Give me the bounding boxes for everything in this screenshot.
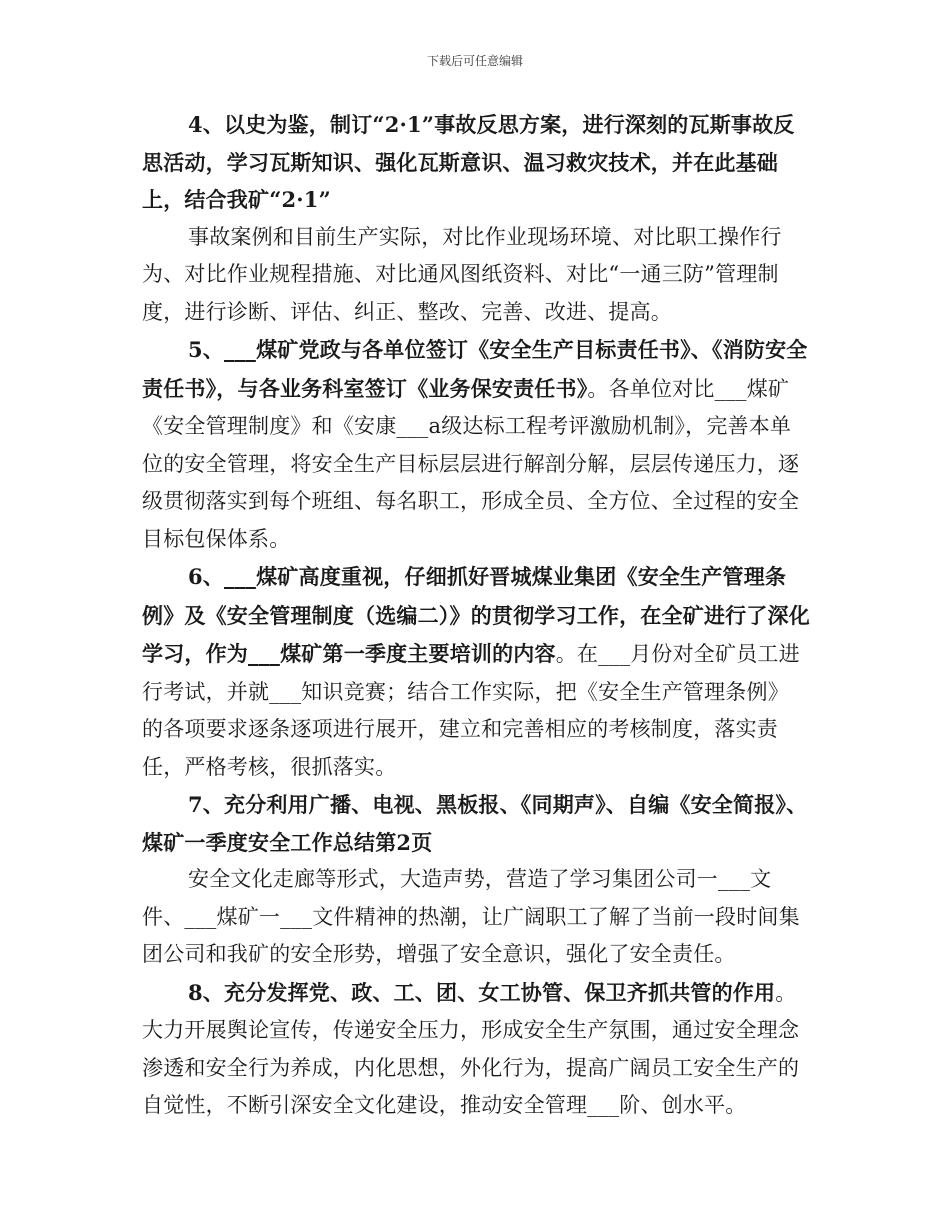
page-header: 下载后可任意编辑 [426, 54, 523, 68]
paragraph-item-7: 7、充分利用广播、电视、黑板报、《同期声》、自编《安全简报》、煤矿一季度安全工作总结第2页 [142, 792, 808, 855]
paragraph-item-4-body: 事故案例和目前生产实际，对比作业现场环境、对比职工操作行为、对比作业规程措施、对比通风图纸资料、对比“一通三防”管理制度，进行诊断、评估、纠正、整改、完善、改进、提高。 [142, 224, 782, 324]
paragraph-item-8 [142, 974, 810, 1125]
paragraph-item-4: 4、以史为鉴，制订“2·1”事故反思方案，进行深刻的瓦斯事故反思活动，学习瓦斯知识、强化瓦斯意识、温习救灾技术，并在此基础上，结合我矿“2·1” [142, 112, 795, 212]
item-8-body: 。大力开展舆论宣传，传递安全压力，形成安全生产氛围，通过安全理念渗透和安全行为养成，内化思想，外化行为，提高广阔员工安全生产的自觉性，不断引深安全文化建设，推动安全管理___阶、创水平。 [142, 980, 800, 1117]
paragraph-item-7-body: 安全文化走廊等形式，大造声势，营造了学习集团公司一___文件、___煤矿一___文件精神的热潮，让广阔职工了解了当前一段时间集团公司和我矿的安全形势，增强了安全意识，强化了安全责任。 [142, 867, 800, 966]
item-8-heading: 8、充分发挥党、政、工、团、女工协管、保卫齐抓共管的作用 [188, 979, 776, 1005]
paragraph-item-6 [142, 558, 810, 786]
item-6-body: 。在___月份对全矿员工进行考试，并就___知识竞赛；结合工作实际，把《安全生产管理条例》的各项要求逐条逐项进行展开，建立和完善相应的考核制度，落实责任，严格考核，很抓落实。 [142, 642, 800, 779]
item-5-heading: 5、___煤矿党政与各单位签订《安全生产目标责任书》、《消防安全责任书》，与各业务科室签订《业务保安责任书》 [142, 337, 808, 401]
item-5-body: 。各单位对比___煤矿《安全管理制度》和《安康___a级达标工程考评激励机制》，完善本单位的安全管理，将安全生产目标层层进行解剖分解，层层传递压力，逐级贯彻落实到每个班组、每名职工，形成全员、全方位、全过程的安全目标包保体系。 [142, 376, 800, 551]
item-6-heading: 6、___煤矿高度重视，仔细抓好晋城煤业集团《安全生产管理条例》及《安全管理制度（选编二）》的贯彻学习工作，在全矿进行了深化学习，作为___煤矿第一季度主要培训的内容 [142, 564, 810, 666]
document-body [142, 106, 810, 1125]
paragraph-item-5 [142, 331, 810, 558]
